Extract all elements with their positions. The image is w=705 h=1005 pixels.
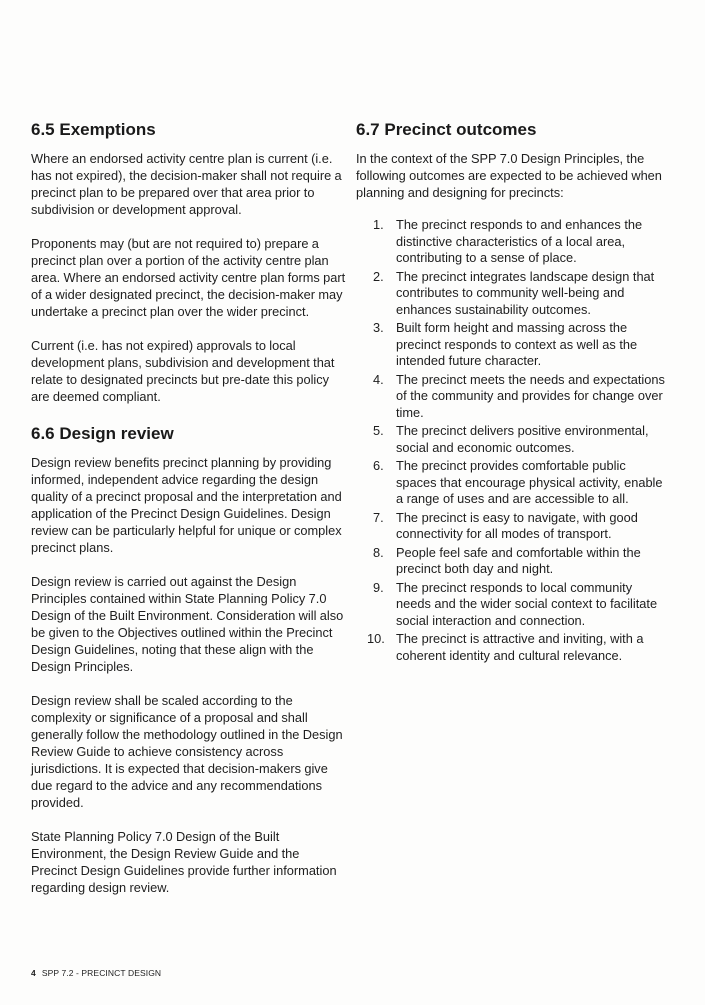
list-item-text: People feel safe and comfortable within the precinct both day and night. (396, 544, 641, 576)
list-item (356, 372, 668, 422)
exemptions-paragraph: Current (i.e. has not expired) approvals to local development plans, subdivision and development that relate to designated precincts but pre-date this policy are deemed compliant. (31, 338, 335, 404)
precinct-outcomes-heading: 6.7 Precinct outcomes (356, 120, 537, 139)
list-item-number: 4. (373, 371, 384, 387)
list-item-text: The precinct provides comfortable public spaces that encourage physical activity, enable a range of uses and are accessible to all. (396, 458, 663, 506)
list-item (356, 458, 668, 508)
list-item (356, 510, 668, 543)
design-review-paragraph: Design review benefits precinct planning by providing informed, independent advice regarding the design quality of a precinct proposal and the interpretation and application of the Precinct Design Guidelines. Design review can be particularly helpful for unique or complex precinct plans. (31, 455, 342, 555)
list-item-number: 3. (373, 320, 384, 335)
list-item (356, 545, 668, 578)
document-title: SPP 7.2 - PRECINCT DESIGN (41, 968, 162, 978)
list-item-text: The precinct is attractive and inviting, with a coherent identity and cultural relevance. (396, 631, 644, 663)
design-review-paragraph: Design review shall be scaled according to the complexity or significance of a proposal and shall generally follow the methodology outlined in the Design Review Guide to achieve consistency across jurisdictions. It is expected that decision-makers give due regard to the advice and any recommendations provided. (31, 693, 343, 810)
list-item-text: The precinct integrates landscape design that contributes to community well-being and enhances sustainability outcomes. (396, 268, 655, 317)
list-item-number: 6. (373, 458, 384, 473)
list-item-number: 5. (373, 423, 384, 438)
list-item (356, 580, 668, 630)
list-item-text: Built form height and massing across the precinct responds to context as well as the intended future character. (396, 320, 638, 368)
exemptions-paragraph: Where an endorsed activity centre plan is current (i.e. has not expired), the decision-maker shall not require a precinct plan to be prepared over that area prior to subdivision or development approval. (31, 151, 342, 217)
design-review-heading: 6.6 Design review (31, 424, 174, 443)
list-item-number: 2. (373, 268, 384, 284)
page-number: 4 (31, 968, 36, 978)
list-item-number: 1. (373, 217, 384, 232)
list-item (356, 320, 668, 370)
exemptions-heading: 6.5 Exemptions (31, 120, 156, 139)
list-item (356, 423, 668, 456)
page-footer (31, 968, 161, 978)
list-item-text: The precinct meets the needs and expectations of the community and provides for change over time. (396, 371, 665, 420)
list-item-text: The precinct responds to and enhances the distinctive characteristics of a local area, contributing to a sense of place. (396, 217, 643, 265)
outcomes-list (356, 217, 668, 664)
list-item (356, 269, 668, 319)
list-item (356, 631, 668, 664)
list-item-text: The precinct is easy to navigate, with good connectivity for all modes of transport. (396, 509, 638, 541)
list-item-number: 7. (373, 509, 384, 525)
list-item-text: The precinct responds to local community needs and the wider social context to facilitate social interaction and connection. (396, 579, 658, 628)
list-item-text: The precinct delivers positive environmental, social and economic outcomes. (396, 423, 649, 455)
list-item-number: 10. (367, 631, 385, 646)
list-item-number: 8. (373, 544, 384, 560)
precinct-outcomes-intro: In the context of the SPP 7.0 Design Principles, the following outcomes are expected to be achieved when planning and designing for precincts: (356, 151, 662, 200)
list-item-number: 9. (373, 579, 384, 595)
exemptions-paragraph: Proponents may (but are not required to) prepare a precinct plan over a portion of the activity centre plan area. Where an endorsed activity centre plan forms part of a wider designated precinct, the decision-maker may undertake a precinct plan over the wider precinct. (31, 236, 346, 319)
right-column (356, 118, 668, 666)
design-review-paragraph: State Planning Policy 7.0 Design of the Built Environment, the Design Review Guide and the Precinct Design Guidelines provide further information regarding design review. (31, 829, 337, 895)
design-review-paragraph: Design review is carried out against the Design Principles contained within State Planning Policy 7.0 Design of the Built Environment. Consideration will also be given to the Objectives outlined within the Precinct Design Guidelines, noting that these align with the Design Principles. (31, 574, 344, 674)
list-item (356, 217, 668, 267)
left-column (31, 118, 346, 913)
